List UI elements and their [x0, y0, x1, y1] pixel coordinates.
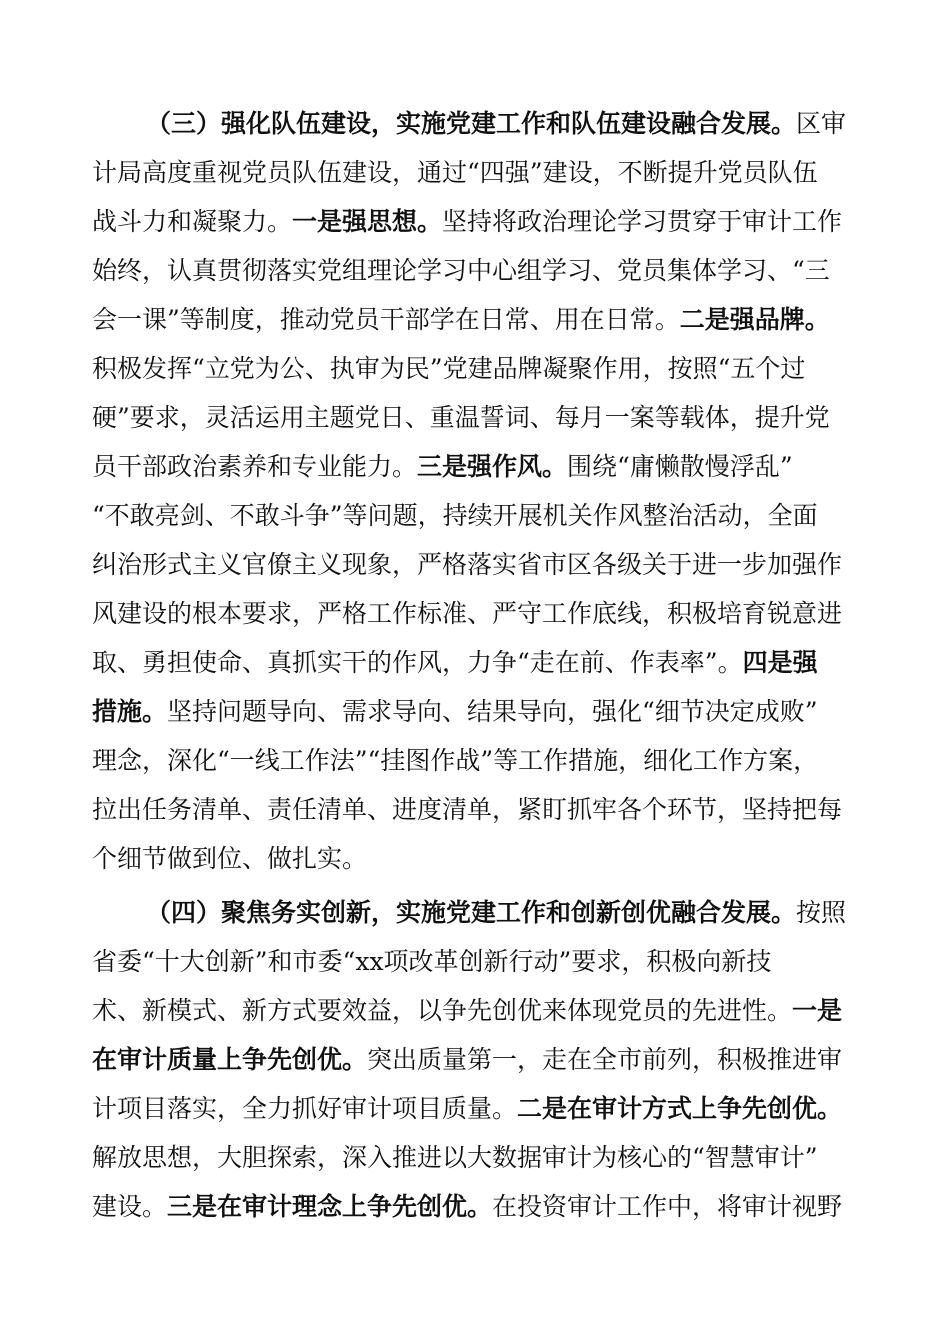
- text-run: 始终，认真贯彻落实党组理论学习中心组学习、党员集体学习、“三: [92, 256, 830, 285]
- text-run: 战斗力和凝聚力。: [92, 207, 293, 236]
- text-run: 区审: [796, 109, 847, 138]
- text-run: 风建设的根本要求，严格工作标准、严守工作底线，积极培育锐意进: [92, 599, 843, 628]
- bold-text-run: 一是: [792, 996, 843, 1025]
- text-run: 硬”要求，灵活运用主题党日、重温誓词、每月一案等载体，提升党: [92, 403, 830, 432]
- bold-text-run: 二是强品牌。: [679, 305, 830, 334]
- text-run: 会一课”等制度，推动党员干部学在日常、用在日常。: [92, 305, 680, 334]
- text-run: 纠治形式主义官僚主义现象，严格落实省市区各级关于进一步加强作: [92, 550, 843, 579]
- text-run: 拉出任务清单、责任清单、进度清单，紧盯抓牢各个环节，坚持把每: [92, 795, 843, 824]
- text-run: 围绕“庸懒散慢浮乱”: [567, 452, 793, 481]
- text-line: [92, 942, 771, 982]
- text-line: [92, 349, 805, 389]
- text-line: [92, 1040, 842, 1080]
- text-line: [92, 839, 367, 879]
- text-run: 员干部政治素养和专业能力。: [92, 452, 418, 481]
- text-line: [92, 1089, 842, 1129]
- text-run: 解放思想，大胆探索，深入推进以大数据审计为核心的“智慧审计”: [92, 1143, 818, 1172]
- bold-text-run: 一是强思想。: [292, 207, 443, 236]
- bold-text-run: 三是强作风。: [417, 452, 568, 481]
- bold-text-run: 在审计质量上争先创优。: [92, 1045, 368, 1074]
- text-line: [92, 496, 818, 536]
- bold-text-run: 措施。: [92, 697, 168, 726]
- text-line: [92, 545, 842, 585]
- text-run: 突出质量第一，走在全市前列，积极推进审: [367, 1045, 843, 1074]
- section-heading-4: （四）聚焦务实创新，实施党建工作和创新创优融合发展。: [146, 898, 797, 927]
- text-run: 积极发挥“立党为公、执审为民”党建品牌凝聚作用，按照“五个过: [92, 354, 806, 383]
- text-run: 计局高度重视党员队伍建设，通过“四强”建设，不断提升党员队伍: [92, 158, 818, 187]
- text-line: [92, 1138, 818, 1178]
- text-line: [92, 790, 842, 830]
- text-run: 个细节做到位、做扎实。: [92, 844, 368, 873]
- text-line: [92, 741, 818, 781]
- text-line: [146, 104, 846, 144]
- text-run: 坚持将政治理论学习贯穿于审计工作: [442, 207, 843, 236]
- text-run: “不敢亮剑、不敢斗争”等问题，持续开展机关作风整治活动，全面: [92, 501, 818, 530]
- text-line: [92, 251, 830, 291]
- text-run: 省委“十大创新”和市委“xx项改革创新行动”要求，积极向新技: [92, 947, 772, 976]
- text-run: 计项目落实，全力抓好审计项目质量。: [92, 1094, 518, 1123]
- text-line: [92, 398, 830, 438]
- text-line: [92, 153, 818, 193]
- text-line: [92, 991, 842, 1031]
- text-line: [92, 1187, 842, 1227]
- text-run: 建设。: [92, 1192, 168, 1221]
- text-line: [92, 643, 818, 683]
- text-line: [92, 692, 818, 732]
- bold-text-run: 三是在审计理念上争先创优。: [167, 1192, 493, 1221]
- bold-text-run: 二是在审计方式上争先创优。: [517, 1094, 843, 1123]
- text-line: [146, 893, 846, 933]
- text-run: 理念，深化“一线工作法”“挂图作战”等工作措施，细化工作方案，: [92, 746, 819, 775]
- text-line: [92, 447, 793, 487]
- text-run: 在投资审计工作中，将审计视野: [492, 1192, 843, 1221]
- section-heading-3: （三）强化队伍建设，实施党建工作和队伍建设融合发展。: [146, 109, 797, 138]
- bold-text-run: 四是强: [742, 648, 818, 677]
- text-line: [92, 202, 842, 242]
- text-line: [92, 300, 830, 340]
- text-run: 术、新模式、新方式要效益，以争先创优来体现党员的先进性。: [92, 996, 793, 1025]
- text-run: 按照: [796, 898, 847, 927]
- text-run: 坚持问题导向、需求导向、结果导向，强化“细节决定成败”: [167, 697, 818, 726]
- text-run: 取、勇担使命、真抓实干的作风，力争“走在前、作表率”。: [92, 648, 743, 677]
- text-line: [92, 594, 842, 634]
